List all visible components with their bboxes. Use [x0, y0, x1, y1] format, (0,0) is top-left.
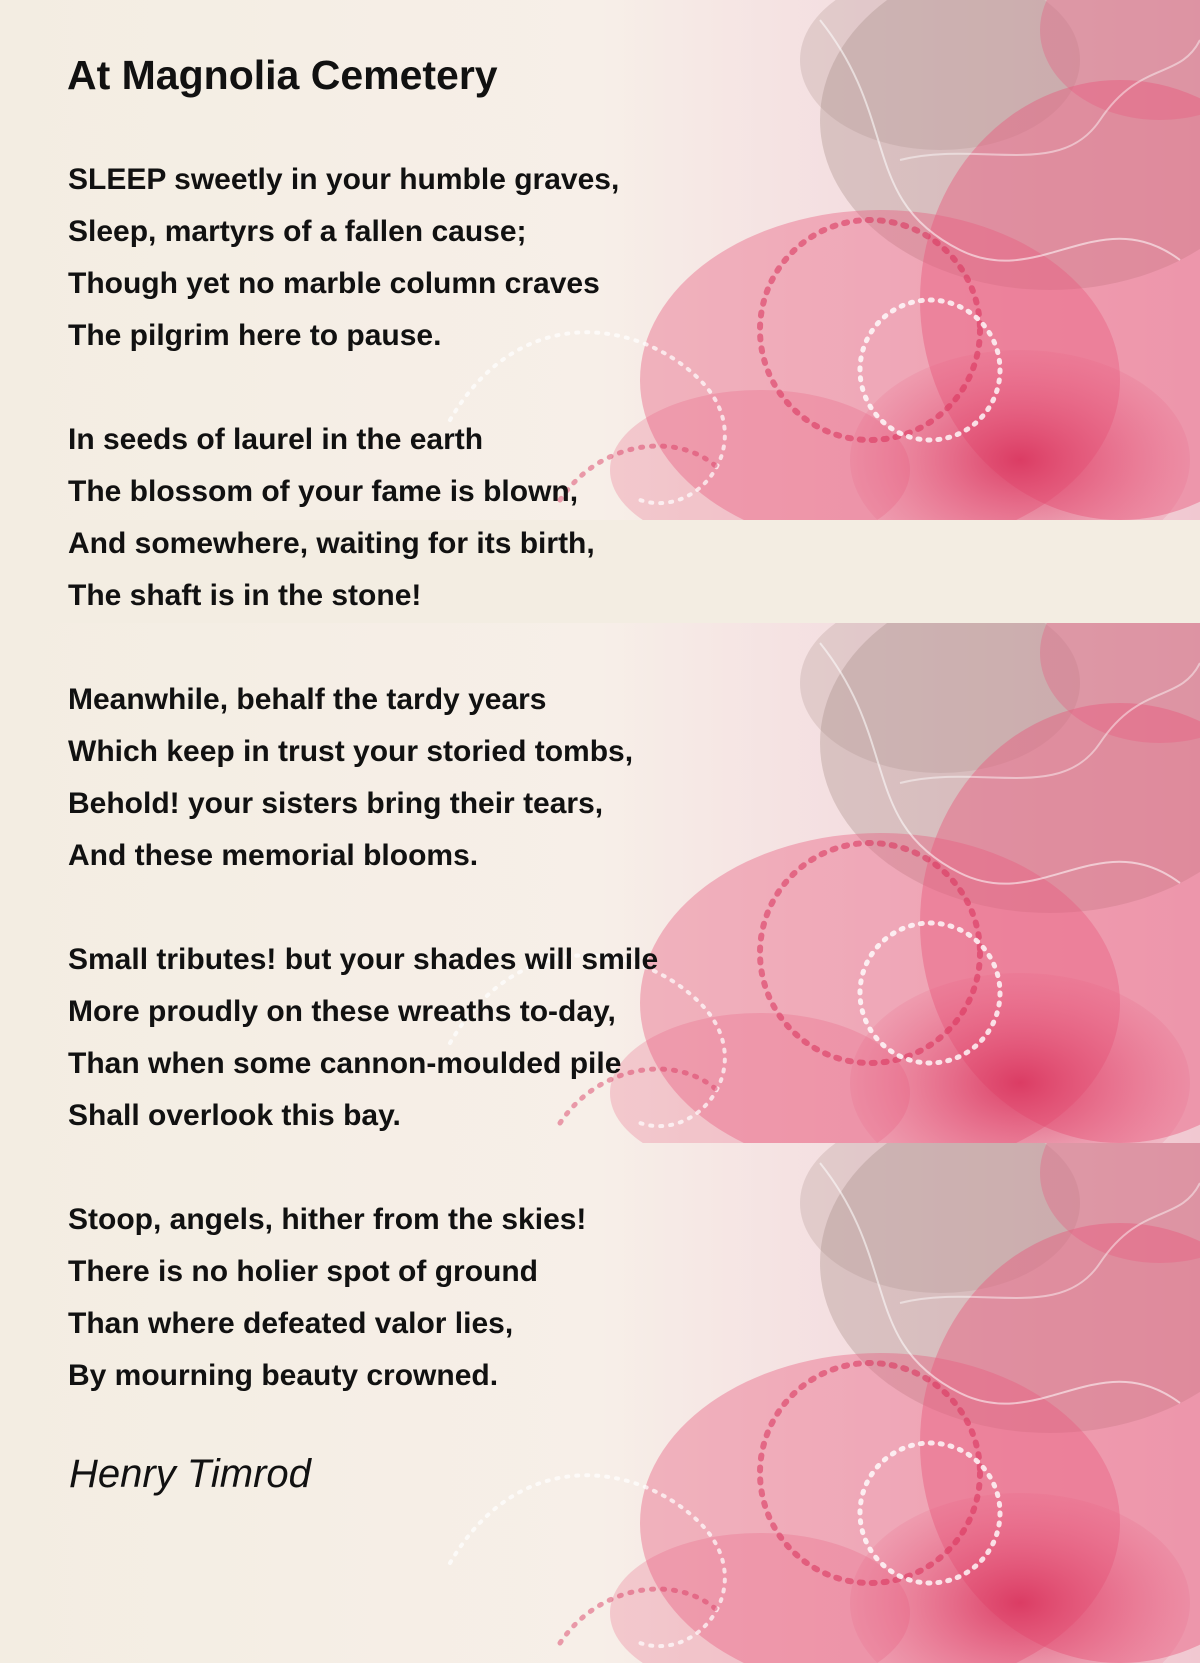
poem-line: Small tributes! but your shades will smile — [68, 943, 659, 976]
poem-line: SLEEP sweetly in your humble graves, — [68, 163, 620, 196]
poem-body — [68, 154, 658, 1454]
poem-line: And these memorial blooms. — [68, 839, 479, 872]
poem-line: There is no holier spot of ground — [68, 1255, 538, 1288]
poem-line: Than when some cannon-moulded pile — [68, 1047, 622, 1080]
poem-line: Shall overlook this bay. — [68, 1099, 401, 1132]
poem-line: Though yet no marble column craves — [68, 267, 600, 300]
poem-line: And somewhere, waiting for its birth, — [68, 527, 595, 560]
poem-line: Behold! your sisters bring their tears, — [68, 787, 604, 820]
poem-line: More proudly on these wreaths to-day, — [68, 995, 616, 1028]
poem-line: The shaft is in the stone! — [68, 579, 422, 612]
poem-line: The pilgrim here to pause. — [68, 319, 442, 352]
poem-line: Than where defeated valor lies, — [68, 1307, 514, 1340]
stanza-3 — [68, 674, 658, 882]
poem-line: Which keep in trust your storied tombs, — [68, 735, 634, 768]
poem-author: Henry Timrod — [69, 1452, 311, 1496]
stanza-4 — [68, 934, 658, 1142]
poem-line: By mourning beauty crowned. — [68, 1359, 499, 1392]
stanza-1 — [68, 154, 658, 362]
stanza-2 — [68, 414, 658, 622]
poem-line: The blossom of your fame is blown, — [68, 475, 579, 508]
poem-title: At Magnolia Cemetery — [67, 52, 498, 98]
stanza-5 — [68, 1194, 658, 1402]
poem-line: Stoop, angels, hither from the skies! — [68, 1203, 587, 1236]
poem-line: Sleep, martyrs of a fallen cause; — [68, 215, 527, 248]
poem-line: In seeds of laurel in the earth — [68, 423, 484, 456]
poem-line: Meanwhile, behalf the tardy years — [68, 683, 547, 716]
